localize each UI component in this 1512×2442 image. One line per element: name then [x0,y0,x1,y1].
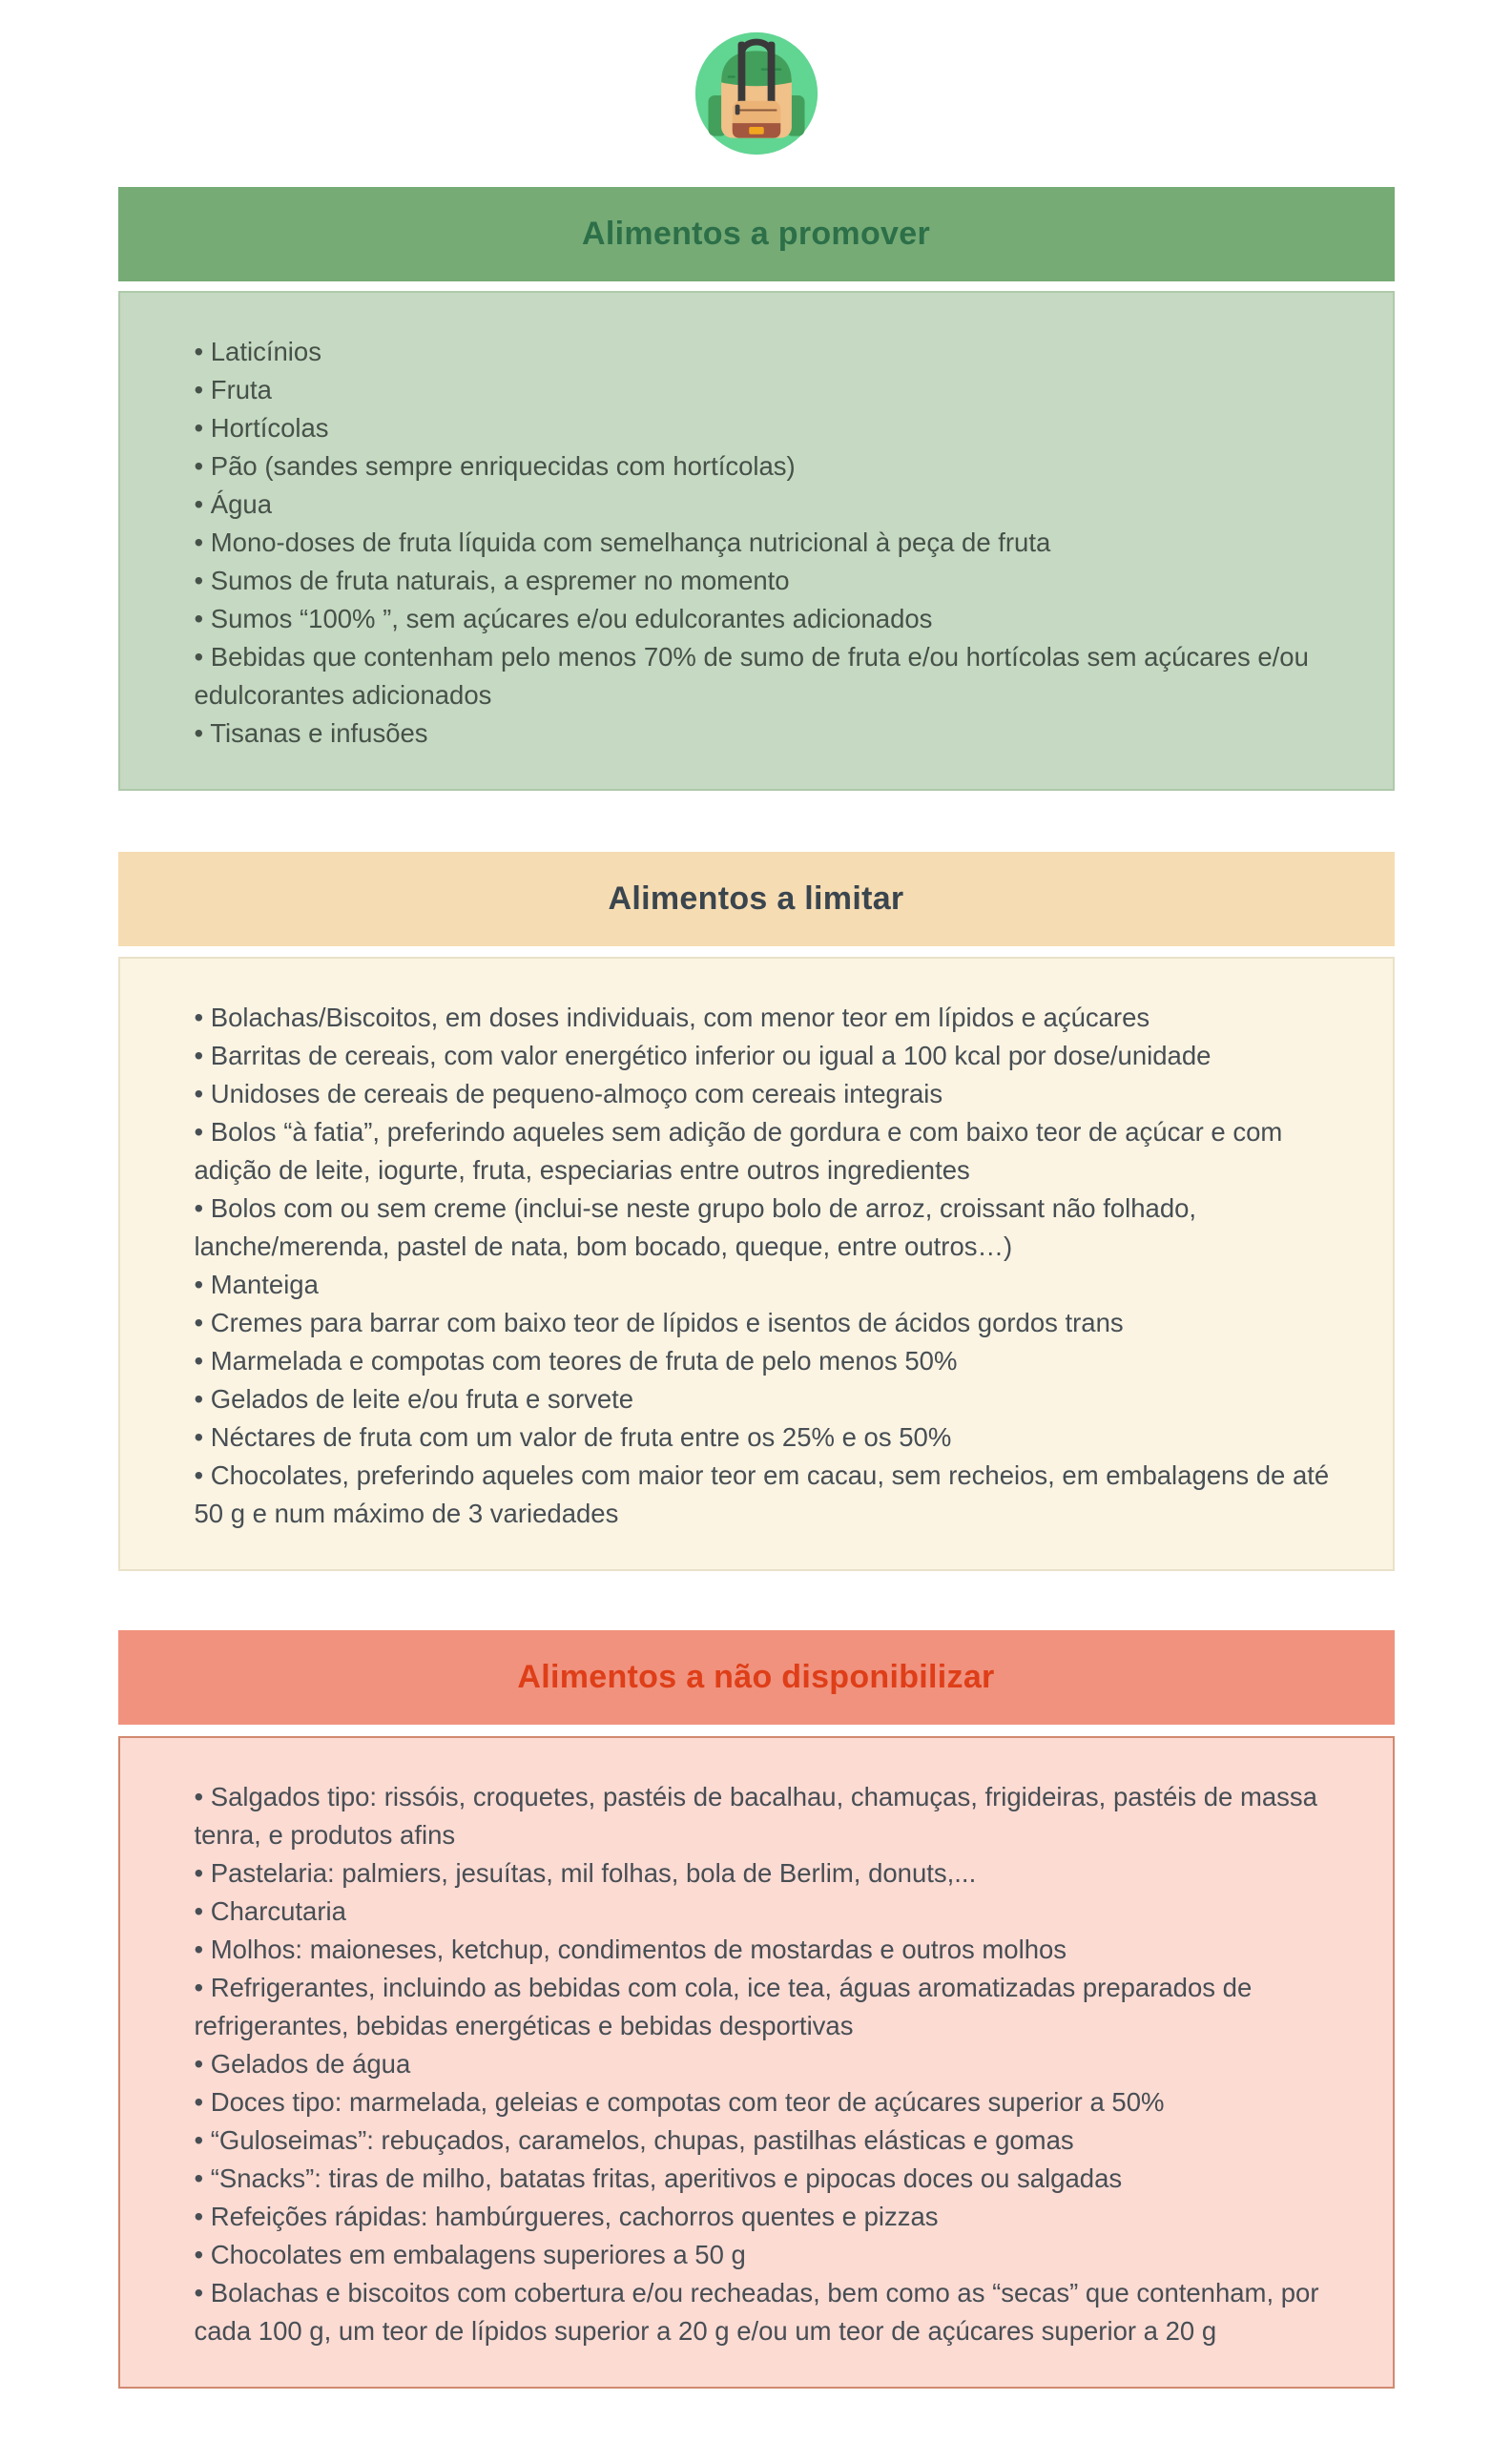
list-item: • Marmelada e compotas com teores de fruta de pelo menos 50% [194,1346,958,1376]
list-item: • Barritas de cereais, com valor energético inferior ou igual a 100 kcal por dose/unidade [194,1041,1212,1070]
backpack-icon [692,29,821,158]
list-item: • Mono-doses de fruta líquida com semelhança nutricional à peça de fruta [194,528,1051,557]
list-item: • Bolos com ou sem creme (inclui-se neste grupo bolo de arroz, croissant não folhado, lanche/merenda, pastel de nata, bom bocado, queque, entre outros…) [194,1193,1197,1261]
page [118,187,1395,2389]
list-item: • “Guloseimas”: rebuçados, caramelos, chupas, pastilhas elásticas e gomas [194,2125,1074,2155]
section-promote-header [118,187,1395,281]
list-item: • Refeições rápidas: hambúrgueres, cachorros quentes e pizzas [194,2202,939,2231]
section-limit [118,852,1395,1571]
list-item: • Doces tipo: marmelada, geleias e compotas com teor de açúcares superior a 50% [194,2087,1165,2117]
header-icon-area [0,0,1512,158]
section-limit-header [118,852,1395,946]
list-item: • Salgados tipo: rissóis, croquetes, pastéis de bacalhau, chamuças, frigideiras, pastéis de massa tenra, e produtos afins [194,1782,1317,1850]
list-item: • Refrigerantes, incluindo as bebidas com cola, ice tea, águas aromatizadas preparados de refrigerantes, bebidas energéticas e bebidas desportivas [194,1973,1253,2040]
section-limit-box [118,957,1395,1571]
list-item: • Hortícolas [194,413,329,443]
avoid-list [195,1778,1330,2350]
section-avoid-header [118,1630,1395,1725]
list-item: • Tisanas e infusões [194,718,428,748]
list-item: • Pastelaria: palmiers, jesuítas, mil folhas, bola de Berlim, donuts,... [194,1858,977,1888]
list-item: • Bolos “à fatia”, preferindo aqueles sem adição de gordura e com baixo teor de açúcar e com adição de leite, iogurte, fruta, especiarias entre outros ingredientes [194,1117,1283,1185]
list-item: • Chocolates, preferindo aqueles com maior teor em cacau, sem recheios, em embalagens de até 50 g e num máximo de 3 variedades [194,1460,1330,1528]
section-avoid-box [118,1736,1395,2389]
list-item: • Bebidas que contenham pelo menos 70% de sumo de fruta e/ou hortícolas sem açúcares e/ou edulcorantes adicionados [194,642,1309,710]
list-item: • Água [194,489,272,519]
list-item: • Chocolates em embalagens superiores a 50 g [194,2240,746,2269]
promote-list [195,333,1330,753]
list-item: • Unidoses de cereais de pequeno-almoço com cereais integrais [194,1079,943,1108]
section-promote-title: Alimentos a promover [582,216,930,252]
section-promote-box [118,291,1395,791]
list-item: • Molhos: maioneses, ketchup, condimentos de mostardas e outros molhos [194,1935,1067,1964]
section-promote [118,187,1395,791]
list-item: • Bolachas/Biscoitos, em doses individuais, com menor teor em lípidos e açúcares [194,1003,1150,1032]
list-item: • Sumos “100% ”, sem açúcares e/ou edulcorantes adicionados [194,604,933,633]
list-item: • Laticínios [194,337,321,366]
limit-list [195,999,1330,1533]
list-item: • Gelados de água [194,2049,411,2079]
list-item: • Néctares de fruta com um valor de fruta entre os 25% e os 50% [194,1422,952,1452]
list-item: • Bolachas e biscoitos com cobertura e/ou recheadas, bem como as “secas” que contenham, por cada 100 g, um teor de lípidos superior a 20 g e/ou um teor de açúcares superior a 20 g [194,2278,1319,2346]
list-item: • Sumos de fruta naturais, a espremer no momento [194,566,790,595]
section-avoid [118,1630,1395,2389]
list-item: • “Snacks”: tiras de milho, batatas fritas, aperitivos e pipocas doces ou salgadas [194,2163,1123,2193]
list-item: • Cremes para barrar com baixo teor de lípidos e isentos de ácidos gordos trans [194,1308,1124,1337]
section-limit-title: Alimentos a limitar [608,880,904,917]
list-item: • Manteiga [194,1270,319,1299]
list-item: • Gelados de leite e/ou fruta e sorvete [194,1384,634,1414]
list-item: • Pão (sandes sempre enriquecidas com hortícolas) [194,451,796,481]
list-item: • Charcutaria [194,1896,346,1926]
section-avoid-title: Alimentos a não disponibilizar [517,1659,995,1695]
list-item: • Fruta [194,375,272,404]
